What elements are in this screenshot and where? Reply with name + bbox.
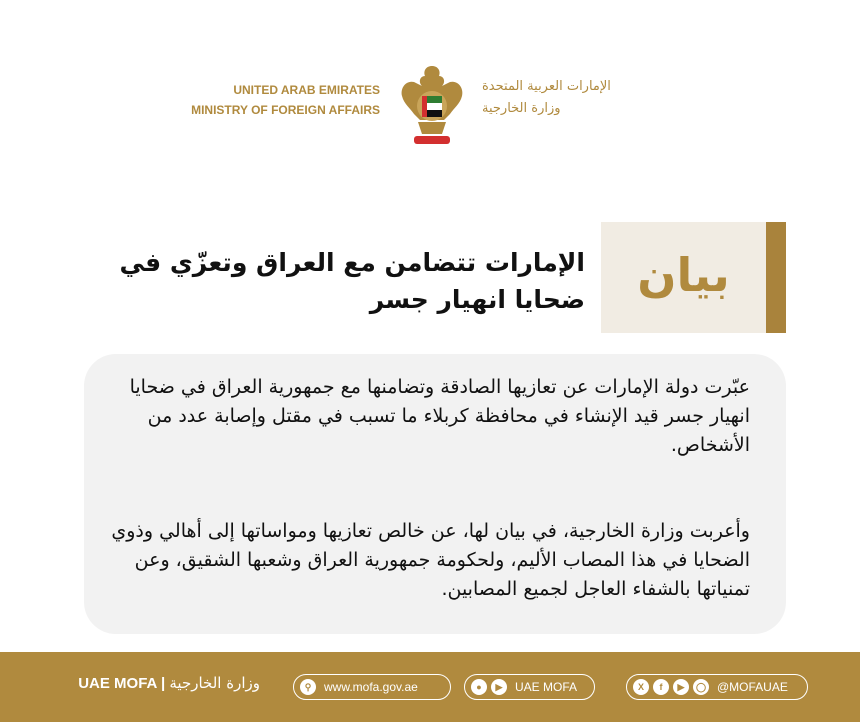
social-handle: @MOFAUAE (717, 680, 788, 694)
footer-brand-en: UAE MOFA (78, 675, 157, 692)
arabic-ministry-name (482, 76, 611, 120)
arabic-country-name: الإمارات العربية المتحدة (482, 79, 611, 94)
uae-emblem-logo (396, 62, 468, 148)
stamp-accent-bar (766, 222, 786, 333)
instagram-icon[interactable]: ◯ (693, 679, 709, 695)
headline-line-2: ضحايا انهيار جسر (369, 285, 585, 314)
header (0, 62, 860, 152)
english-country-name: UNITED ARAB EMIRATES (233, 83, 380, 97)
x-icon[interactable]: X (633, 679, 649, 695)
english-ministry-title: MINISTRY OF FOREIGN AFFAIRS (191, 103, 380, 117)
app-label: UAE MOFA (515, 680, 578, 694)
footer-separator: | (161, 675, 170, 692)
facebook-icon[interactable]: f (653, 679, 669, 695)
statement-paragraph-2: وأعربت وزارة الخارجية، في بيان لها، عن خالص تعازيها ومواساتها إلى أهالي وذوي الضحايا في هذا المصاب الأليم، ولحكومة جمهورية العراق وشعبها الشقيق، وعن تمنياتها بالشفاء العاجل لجميع المصابين. (111, 520, 750, 600)
footer (0, 652, 860, 722)
headline (105, 244, 585, 318)
footer-brand (78, 674, 260, 692)
statement-stamp (601, 222, 786, 333)
headline-line-1: الإمارات تتضامن مع العراق وتعزّي في (119, 248, 585, 277)
apple-icon: ● (471, 679, 487, 695)
english-ministry-name (191, 80, 380, 120)
statement-label: بيان (637, 248, 730, 302)
search-icon: ⚲ (300, 679, 316, 695)
website-url: www.mofa.gov.ae (324, 680, 418, 694)
statement-paragraph-1: عبّرت دولة الإمارات عن تعازيها الصادقة وتضامنها مع جمهورية العراق في ضحايا انهيار جسر قيد الإنشاء في محافظة كربلاء ما تسبب في مقتل وإصابة عدد من الأشخاص. (129, 376, 750, 456)
play-icon: ▶ (491, 679, 507, 695)
app-store-link[interactable] (464, 674, 595, 700)
arabic-ministry-title: وزارة الخارجية (482, 101, 561, 116)
website-link[interactable] (293, 674, 451, 700)
youtube-icon[interactable]: ▶ (673, 679, 689, 695)
footer-brand-ar: وزارة الخارجية (169, 674, 260, 692)
social-links[interactable] (626, 674, 808, 700)
